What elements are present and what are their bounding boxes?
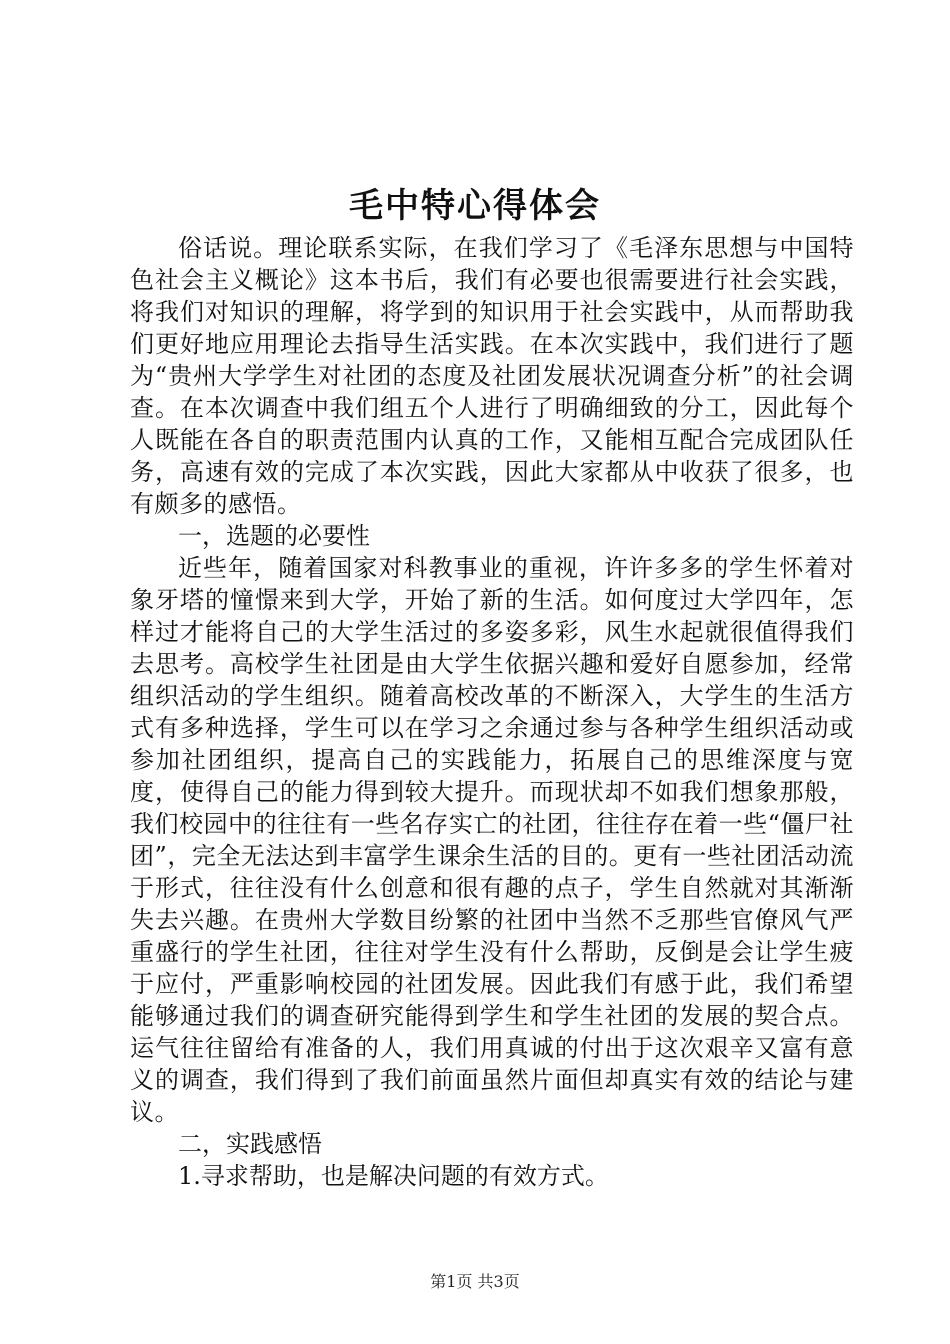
- list-item-1: 1.寻求帮助，也是解决问题的有效方式。: [178, 1162, 609, 1190]
- section-heading-1: 一，选题的必要性: [178, 522, 370, 550]
- page-footer: 第1页 共3页: [430, 1272, 520, 1291]
- intro-paragraph: 俗话说。理论联系实际，在我们学习了《毛泽东思想与中国特色社会主义概论》这本书后，我们有必要也很需要进行社会实践，将我们对知识的理解，将学到的知识用于社会实践中，从而帮助我们更好地应用理论去指导生活实践。在本次实践中，我们进行了题为“贵州大学学生对社团的态度及社团发展状况调查分析”的社会调查。在本次调查中我们组五个人进行了明确细致的分工，因此每个人既能在各自的职责范围内认真的工作，又能相互配合完成团队任务，高速有效的完成了本次实践，因此大家都从中收获了很多，也有颇多的感悟。: [130, 234, 854, 518]
- document-title: 毛中特心得体会: [349, 186, 601, 226]
- section-1-paragraph: 近些年，随着国家对科教事业的重视，许许多多的学生怀着对象牙塔的憧憬来到大学，开始了新的生活。如何度过大学四年，怎样过才能将自己的大学生活过的多姿多彩，风生水起就很值得我们去思考。高校学生社团是由大学生依据兴趣和爱好自愿参加，经常组织活动的学生组织。随着高校改革的不断深入，大学生的生活方式有多种选择，学生可以在学习之余通过参与各种学生组织活动或参加社团组织，提高自己的实践能力，拓展自己的思维深度与宽度，使得自己的能力得到较大提升。而现状却不如我们想象那般，我们校园中的往往有一些名存实亡的社团，往往存在着一些“僵尸社团”，完全无法达到丰富学生课余生活的目的。更有一些社团活动流于形式，往往没有什么创意和很有趣的点子，学生自然就对其渐渐失去兴趣。在贵州大学数目纷繁的社团中当然不乏那些官僚风气严重盛行的学生社团，往往对学生没有什么帮助，反倒是会让学生疲于应付，严重影响校园的社团发展。因此我们有感于此，我们希望能够通过我们的调查研究能得到学生和学生社团的发展的契合点。运气往往留给有准备的人，我们用真诚的付出于这次艰辛又富有意义的调查，我们得到了我们前面虽然片面但却真实有效的结论与建议。: [130, 554, 854, 1126]
- section-heading-2: 二，实践感悟: [178, 1130, 322, 1158]
- document-body: [130, 232, 854, 1192]
